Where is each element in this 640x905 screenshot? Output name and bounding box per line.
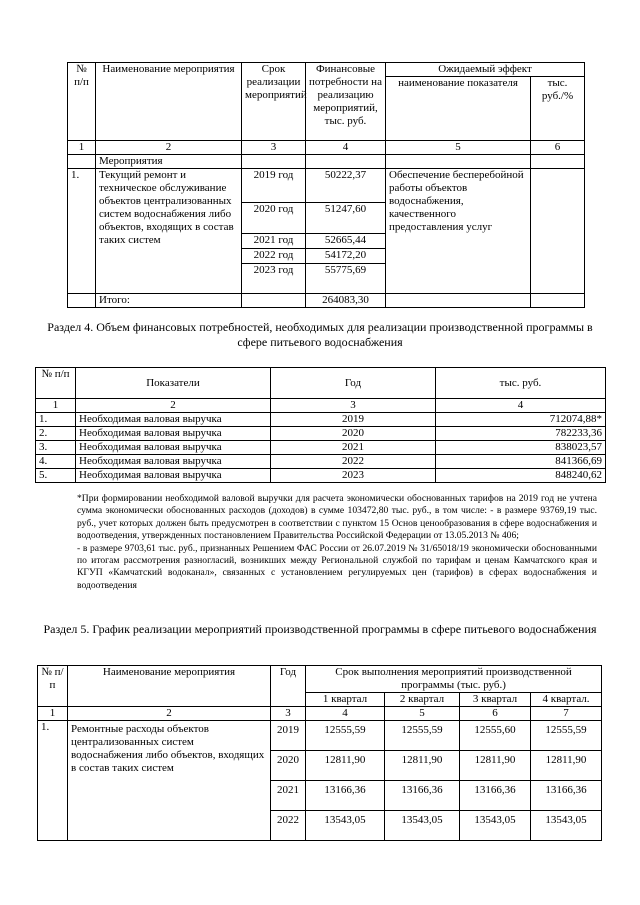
item-name: Ремонтные расходы объектов централизованных систем водоснабжения либо объектов, входящих в состав таких систем [68, 721, 271, 841]
total-label: Итого: [96, 294, 242, 308]
row-year: 2023 [271, 469, 436, 483]
row-amount: 782233,36 [436, 427, 606, 441]
header-year: Год [271, 666, 306, 707]
column-number: 3 [242, 141, 306, 155]
header-effect: Ожидаемый эффект [386, 63, 585, 77]
row-amount: 838023,57 [436, 441, 606, 455]
footnote-paragraph: *При формировании необходимой валовой выручки для расчета экономически обоснованных тарифов на 2019 год не учтена сумма экономически обоснованных расходов (доходов) в сумме 103472,80 тыс. руб., в том числе: - в размере 93769,19 тыс. руб., учет которых должен быть предусмотрен в соответствии с пунктом 15 Основ ценообразования в сфере водоснабжения и водоотведения, утвержденных постановлением Правительства Российской Федерации от 13.05.2013 № 406; [77, 493, 597, 542]
row-year: 2021 [271, 781, 306, 811]
column-number: 1 [68, 141, 96, 155]
header-quarter: 4 квартал. [531, 693, 602, 707]
header-num: № п/п [36, 368, 76, 399]
header-indicator: наименование показателя [386, 77, 531, 141]
row-indicator: Необходимая валовая выручка [76, 427, 271, 441]
row-year: 2020 [271, 751, 306, 781]
quarter-value: 12811,90 [306, 751, 385, 781]
quarter-value: 13166,36 [531, 781, 602, 811]
row-indicator: Необходимая валовая выручка [76, 441, 271, 455]
quarter-value: 12555,60 [460, 721, 531, 751]
footnote-paragraph: - в размере 9703,61 тыс. руб., признанных Решением ФАС России от 26.07.2019 № 31/65018/19 экономически обоснованными по итогам рассмотрения разногласий, возникших между Региональной службой по тарифам и ценам Камчатского края и КГУП «Камчатский водоканал», связанных с установлением регулируемых цен (тарифов) в сферах водоснабжения и водоотведения [77, 542, 597, 591]
value-cell: 55775,69 [306, 264, 386, 294]
year-cell: 2021 год [242, 234, 306, 249]
section5-title: Раздел 5. График реализации мероприятий производственной программы в сфере питьевого водоснабжения [43, 622, 597, 636]
column-number: 7 [531, 707, 602, 721]
year-cell: 2020 год [242, 203, 306, 234]
year-cell: 2022 год [242, 249, 306, 264]
column-number: 2 [76, 399, 271, 413]
row-indicator: Необходимая валовая выручка [76, 455, 271, 469]
section-label: Мероприятия [96, 155, 242, 169]
table-row [36, 427, 606, 441]
header-name: Наименование мероприятия [68, 666, 271, 707]
value-cell: 51247,60 [306, 203, 386, 234]
quarter-value: 12555,59 [531, 721, 602, 751]
header-indicator: Показатели [76, 368, 271, 399]
row-amount: 841366,69 [436, 455, 606, 469]
column-number: 5 [386, 141, 531, 155]
quarter-value: 12555,59 [385, 721, 460, 751]
quarter-value: 12811,90 [385, 751, 460, 781]
row-num: 5. [36, 469, 76, 483]
value-cell: 54172,20 [306, 249, 386, 264]
header-term: Срок реализации мероприятий [242, 63, 306, 141]
column-number: 4 [306, 141, 386, 155]
row-year: 2022 [271, 455, 436, 469]
column-number: 1 [38, 707, 68, 721]
header-finance: Финансовые потребности на реализацию мероприятий, тыс. руб. [306, 63, 386, 141]
quarter-value: 13543,05 [385, 811, 460, 841]
column-number: 1 [36, 399, 76, 413]
column-number: 2 [96, 141, 242, 155]
activities-table [67, 62, 585, 308]
table-row [36, 455, 606, 469]
quarter-value: 12555,59 [306, 721, 385, 751]
row-indicator: Необходимая валовая выручка [76, 413, 271, 427]
item-num: 1. [68, 169, 96, 294]
column-number: 5 [385, 707, 460, 721]
column-number: 6 [531, 141, 585, 155]
table-row [36, 469, 606, 483]
item-effect: Обеспечение бесперебойной работы объектов водоснабжения, качественного предоставления услуг [386, 169, 531, 294]
column-number: 4 [436, 399, 606, 413]
header-num: № п/ п [38, 666, 68, 707]
section4-title: Раздел 4. Объем финансовых потребностей, необходимых для реализации производственной программы в сфере питьевого водоснабжения [47, 320, 593, 349]
footnote [77, 493, 597, 592]
column-number: 4 [306, 707, 385, 721]
quarter-value: 12811,90 [460, 751, 531, 781]
row-num: 3. [36, 441, 76, 455]
header-amount: тыс. руб. [436, 368, 606, 399]
quarter-value: 12811,90 [531, 751, 602, 781]
quarter-value: 13166,36 [385, 781, 460, 811]
row-num: 1. [36, 413, 76, 427]
column-number: 3 [271, 707, 306, 721]
item-name: Текущий ремонт и техническое обслуживание объектов централизованных систем водоснабжения либо объектов, входящих в состав таких систем [96, 169, 242, 294]
header-num: № п/п [68, 63, 96, 141]
quarter-value: 13543,05 [531, 811, 602, 841]
header-quarter: 2 квартал [385, 693, 460, 707]
header-term: Срок выполнения мероприятий производственной программы (тыс. руб.) [306, 666, 602, 693]
quarter-value: 13166,36 [460, 781, 531, 811]
row-amount: 712074,88* [436, 413, 606, 427]
total-value: 264083,30 [306, 294, 386, 308]
row-indicator: Необходимая валовая выручка [76, 469, 271, 483]
row-year: 2020 [271, 427, 436, 441]
table-row [36, 441, 606, 455]
row-year: 2019 [271, 413, 436, 427]
year-cell: 2019 год [242, 169, 306, 203]
quarter-value: 13543,05 [306, 811, 385, 841]
header-name: Наименование мероприятия [96, 63, 242, 141]
row-num: 2. [36, 427, 76, 441]
row-year: 2021 [271, 441, 436, 455]
header-unit: тыс. руб./% [531, 77, 585, 141]
row-amount: 848240,62 [436, 469, 606, 483]
row-num: 4. [36, 455, 76, 469]
column-number: 2 [68, 707, 271, 721]
quarter-value: 13166,36 [306, 781, 385, 811]
quarter-value: 13543,05 [460, 811, 531, 841]
value-cell: 50222,37 [306, 169, 386, 203]
header-year: Год [271, 368, 436, 399]
item-num: 1. [38, 721, 68, 841]
value-cell: 52665,44 [306, 234, 386, 249]
revenue-table [35, 367, 606, 483]
header-quarter: 1 квартал [306, 693, 385, 707]
column-number: 6 [460, 707, 531, 721]
header-quarter: 3 квартал [460, 693, 531, 707]
table-row [38, 721, 602, 751]
row-year: 2019 [271, 721, 306, 751]
schedule-table [37, 665, 602, 841]
year-cell: 2023 год [242, 264, 306, 294]
column-number: 3 [271, 399, 436, 413]
table-row [36, 413, 606, 427]
row-year: 2022 [271, 811, 306, 841]
